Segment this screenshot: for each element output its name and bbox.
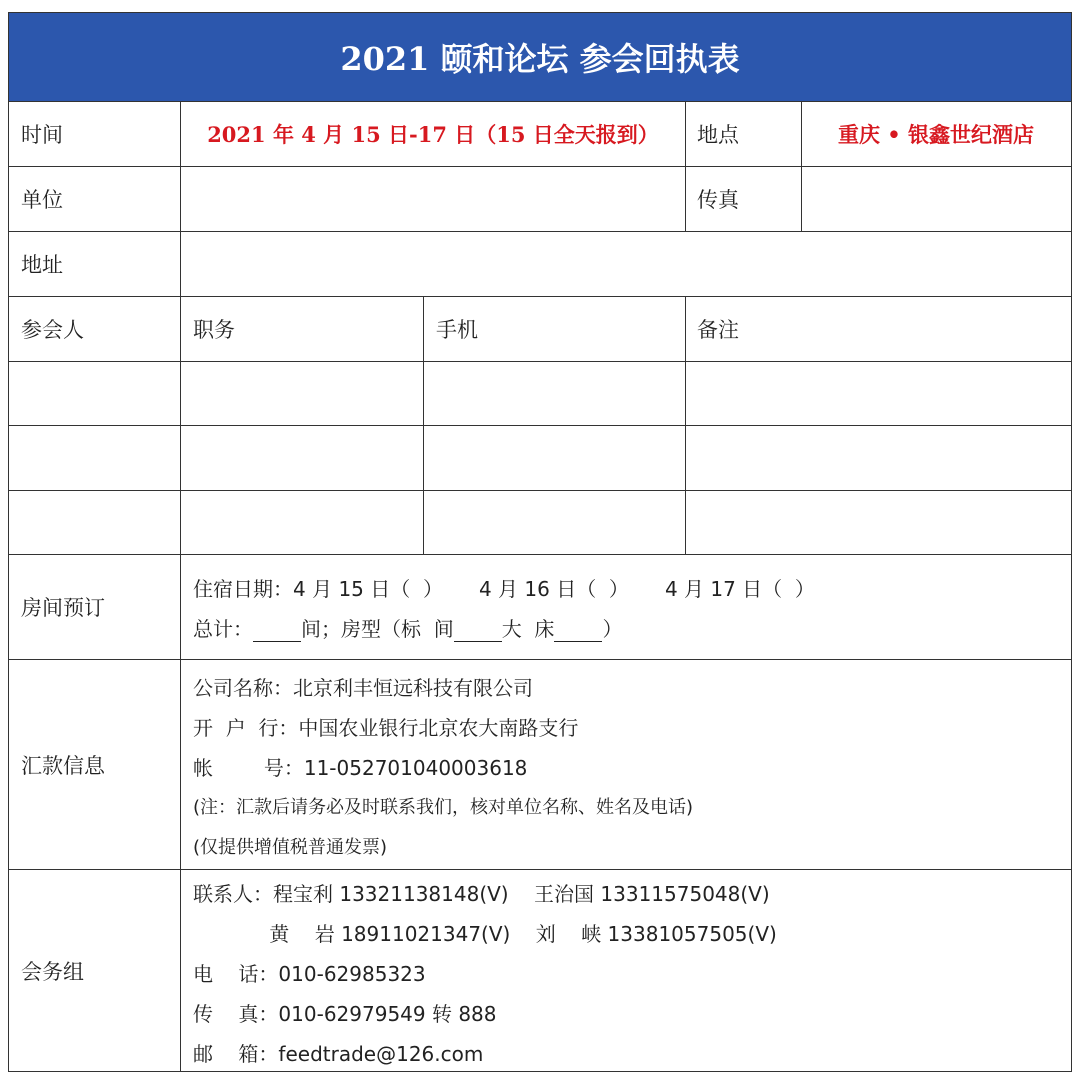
big-bed-label: 大 床 bbox=[501, 617, 555, 641]
room-label: 房间预订 bbox=[21, 596, 105, 620]
room-type-label: 间；房型（标 间 bbox=[301, 617, 454, 641]
room-details bbox=[193, 569, 1063, 649]
attendee-row-1-mobile[interactable] bbox=[424, 362, 685, 425]
contact-fax: 传 真：010-62979549 转 888 bbox=[193, 1002, 497, 1026]
attendee-row-1-position[interactable] bbox=[181, 362, 423, 425]
attendee-name-header: 参会人 bbox=[21, 318, 84, 342]
room-dates-line bbox=[193, 569, 1063, 609]
contact-people-1: 联系人：程宝利 13321138148(V) 王治国 13311575048(V) bbox=[193, 882, 770, 906]
big-bed-blank[interactable] bbox=[554, 619, 602, 642]
attendee-row-1-name[interactable] bbox=[9, 362, 180, 425]
form-title: 2021 颐和论坛 参会回执表 bbox=[9, 13, 1071, 101]
standard-room-blank[interactable] bbox=[454, 619, 502, 642]
room-close-paren: ） bbox=[602, 617, 623, 641]
address-label: 地址 bbox=[21, 253, 63, 277]
place-value: 重庆 • 银鑫世纪酒店 bbox=[837, 122, 1035, 147]
attendee-row-3-remarks[interactable] bbox=[686, 491, 1070, 554]
contact-details bbox=[193, 874, 1063, 1074]
time-label: 时间 bbox=[21, 123, 63, 147]
contact-phone: 电 话：010-62985323 bbox=[193, 962, 426, 986]
contact-label: 会务组 bbox=[21, 959, 84, 984]
contact-email[interactable]: 邮 箱：feedtrade@126.com bbox=[193, 1042, 484, 1066]
attendee-position-header: 职务 bbox=[193, 318, 235, 342]
room-total-line bbox=[193, 609, 1063, 649]
room-date-17[interactable]: 4 月 17 日（ ） bbox=[664, 577, 815, 601]
room-date-16[interactable]: 4 月 16 日（ ） bbox=[478, 577, 629, 601]
payment-account: 帐 号：11-052701040003618 bbox=[193, 756, 528, 780]
payment-details bbox=[193, 668, 1063, 868]
payment-note: (注：汇款后请务必及时联系我们，核对单位名称、姓名及电话) bbox=[193, 797, 694, 818]
unit-field[interactable] bbox=[181, 167, 685, 231]
payment-bank: 开 户 行：中国农业银行北京农大南路支行 bbox=[193, 716, 579, 740]
attendee-row-3-name[interactable] bbox=[9, 491, 180, 554]
attendee-remarks-header: 备注 bbox=[697, 318, 739, 342]
attendee-row-2-position[interactable] bbox=[181, 426, 423, 490]
fax-field[interactable] bbox=[802, 167, 1070, 231]
time-value: 2021 年 4 月 15 日-17 日（15 日全天报到） bbox=[207, 122, 659, 147]
payment-company: 公司名称：北京利丰恒远科技有限公司 bbox=[193, 676, 533, 700]
fax-label: 传真 bbox=[697, 188, 739, 212]
attendee-row-2-name[interactable] bbox=[9, 426, 180, 490]
attendee-row-2-remarks[interactable] bbox=[686, 426, 1070, 490]
attendee-row-2-mobile[interactable] bbox=[424, 426, 685, 490]
room-total-label: 总计： bbox=[193, 617, 253, 641]
attendee-row-3-position[interactable] bbox=[181, 491, 423, 554]
payment-label: 汇款信息 bbox=[21, 753, 105, 778]
contact-people-2: 黄 岩 18911021347(V) 刘 峡 13381057505(V) bbox=[193, 922, 777, 946]
attendee-row-1-remarks[interactable] bbox=[686, 362, 1070, 425]
room-count-blank[interactable] bbox=[253, 619, 301, 642]
payment-invoice-note: (仅提供增值税普通发票) bbox=[193, 837, 388, 858]
address-field[interactable] bbox=[181, 232, 1070, 296]
column-divider bbox=[685, 101, 686, 231]
unit-label: 单位 bbox=[21, 188, 63, 212]
room-date-15[interactable]: 4 月 15 日（ ） bbox=[293, 577, 443, 601]
room-dates-prefix: 住宿日期： bbox=[193, 577, 293, 601]
place-label: 地点 bbox=[697, 123, 739, 147]
attendee-mobile-header: 手机 bbox=[436, 318, 478, 342]
receipt-form bbox=[8, 12, 1072, 1072]
attendee-row-3-mobile[interactable] bbox=[424, 491, 685, 554]
